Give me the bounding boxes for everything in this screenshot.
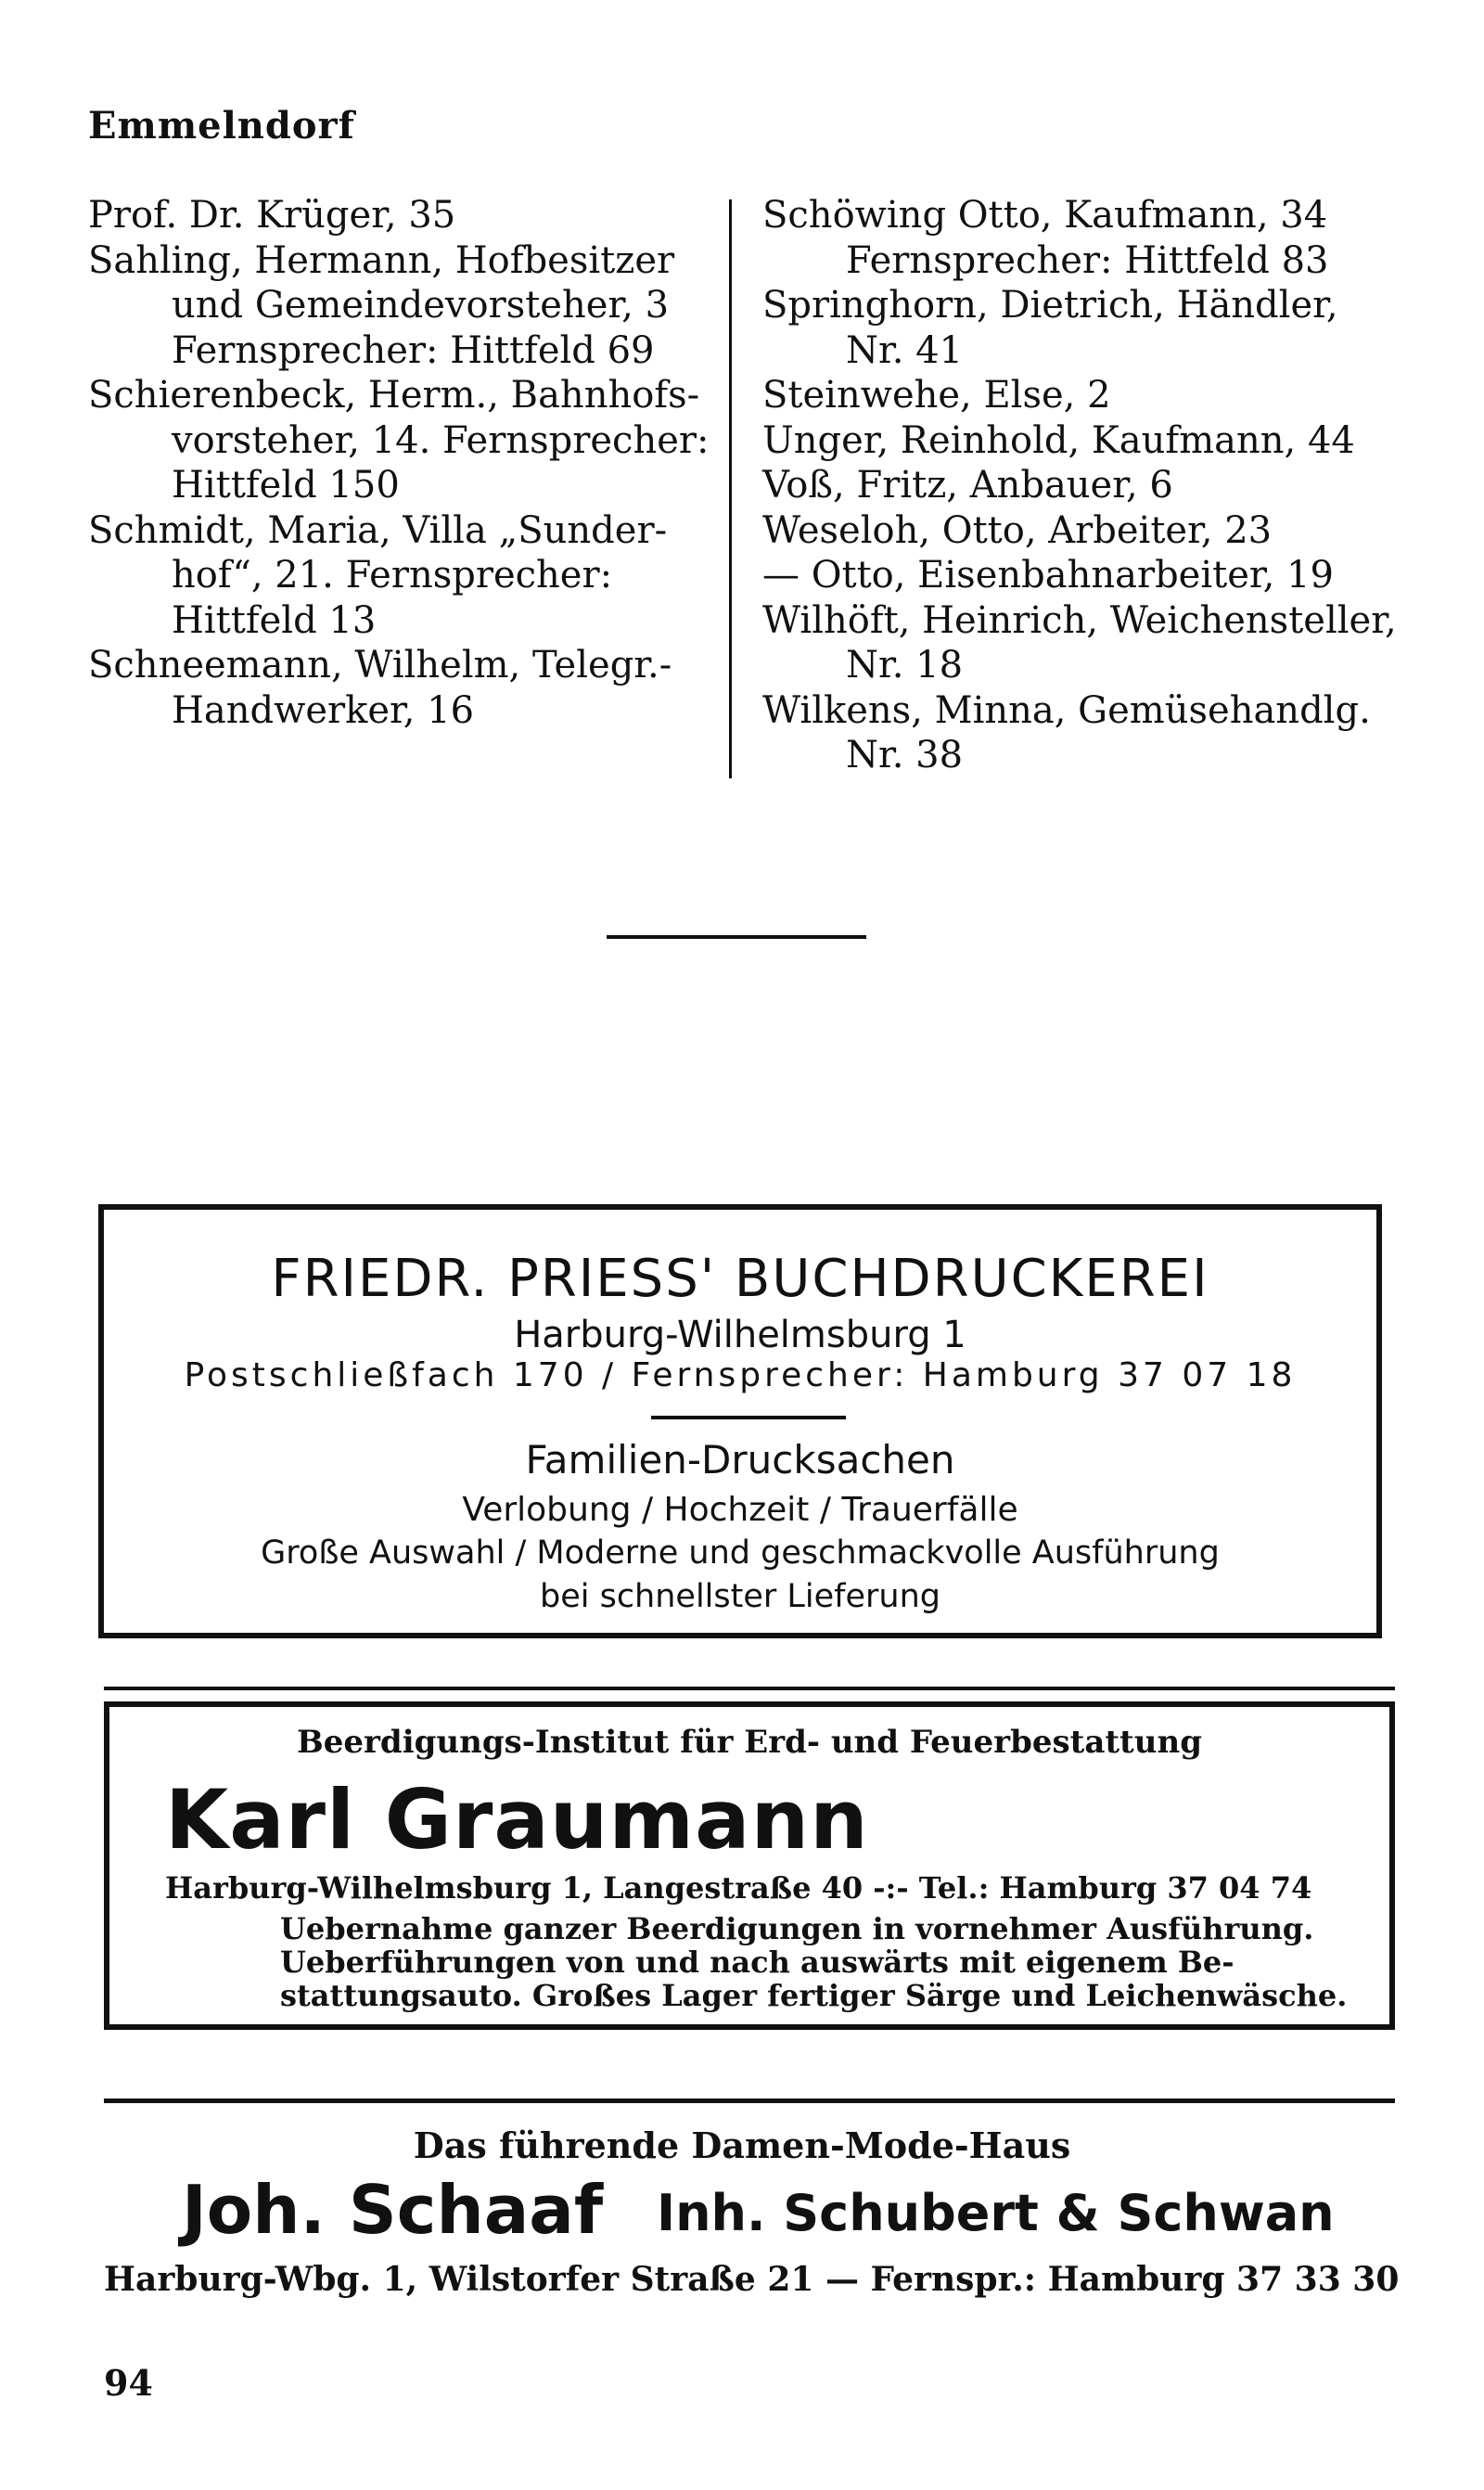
directory-entry [762, 508, 1412, 554]
ad-fashion-brand: Joh. Schaaf [182, 2171, 604, 2249]
entry-first-line: Unger, Reinhold, Kaufmann, 44 [762, 418, 1355, 462]
directory-entry [762, 193, 1412, 283]
entry-first-line: Prof. Dr. Krüger, 35 [88, 194, 456, 237]
directory-entry [88, 373, 728, 508]
ad-funeral-service1: Uebernahme ganzer Beerdigungen in vornehmer Ausführung. [280, 1911, 1314, 1946]
ad-funeral-top-rule [104, 1687, 1395, 1690]
entry-first-line: Schierenbeck, Herm., Bahnhofs- [88, 374, 700, 417]
entry-first-line: Schmidt, Maria, Villa „Sunder- [88, 508, 668, 552]
directory-entry [88, 238, 728, 374]
entry-first-line: Schöwing Otto, Kaufmann, 34 [762, 194, 1328, 237]
directory-entry [88, 193, 728, 238]
entry-continuation-line: Hittfeld 13 [172, 598, 377, 642]
entry-continuation-line: Hittfeld 150 [172, 464, 400, 507]
ad-fashion-heading: Das führende Damen-Mode-Haus [413, 2124, 1071, 2166]
section-rule [607, 935, 866, 939]
ad-printer-line2: Große Auswahl / Moderne und geschmackvolle Ausführung [261, 1534, 1220, 1572]
page-number: 94 [104, 2362, 153, 2404]
ad-printer-rule [651, 1416, 846, 1419]
ad-printer [98, 1204, 1382, 1638]
ad-printer-heading: Familien-Drucksachen [525, 1437, 955, 1482]
entry-continuation-line: Fernsprecher: Hittfeld 83 [846, 238, 1329, 282]
entry-first-line: Steinwehe, Else, 2 [762, 374, 1111, 417]
ad-funeral-name: Karl Graumann [165, 1772, 869, 1868]
ad-printer-company: FRIEDR. PRIESS' BUCHDRUCKEREI [271, 1249, 1209, 1309]
directory-entry [762, 553, 1412, 598]
ad-funeral-address: Harburg-Wilhelmsburg 1, Langestraße 40 -:- Tel.: Hamburg 37 04 74 [165, 1870, 1312, 1906]
entry-continuation-line: Nr. 41 [846, 328, 964, 372]
directory-entry [762, 283, 1412, 373]
directory-entry [762, 598, 1412, 688]
entry-first-line: Schneemann, Wilhelm, Telegr.- [88, 644, 672, 687]
ad-printer-contact: Postschließfach 170 / Fernsprecher: Hamburg 37 07 18 [184, 1356, 1297, 1394]
entry-continuation-line: und Gemeindevorsteher, 3 [172, 284, 670, 327]
entry-first-line: Wilhöft, Heinrich, Weichensteller, [762, 598, 1397, 642]
directory-entry [762, 688, 1412, 778]
ad-printer-line3: bei schnellster Lieferung [539, 1578, 940, 1615]
entry-continuation-line: Nr. 18 [846, 644, 964, 687]
directory-entry [88, 643, 728, 733]
ad-fashion-address: Harburg-Wbg. 1, Wilstorfer Straße 21 — Fernspr.: Hamburg 37 33 30 [104, 2260, 1400, 2299]
entry-continuation-line: vorsteher, 14. Fernsprecher: [172, 418, 710, 462]
directory-entry [762, 463, 1412, 508]
entry-continuation-line: hof“, 21. Fernsprecher: [172, 554, 613, 597]
ad-fashion-rule [104, 2099, 1395, 2103]
directory-entry [762, 418, 1412, 464]
directory-entry [88, 508, 728, 644]
ad-printer-city: Harburg-Wilhelmsburg 1 [514, 1314, 966, 1356]
directory-entry [762, 373, 1412, 418]
entry-first-line: Sahling, Hermann, Hofbesitzer [88, 238, 675, 282]
entry-first-line: Springhorn, Dietrich, Händler, [762, 284, 1338, 327]
ad-fashion-owner: Inh. Schubert & Schwan [657, 2184, 1335, 2242]
entry-continuation-line: Nr. 38 [846, 734, 964, 777]
ad-funeral-service3: stattungsauto. Großes Lager fertiger Särge und Leichenwäsche. [280, 1978, 1348, 2013]
ad-funeral-institute: Beerdigungs-Institut für Erd- und Feuerbestattung [297, 1724, 1202, 1761]
entry-first-line: Weseloh, Otto, Arbeiter, 23 [762, 508, 1273, 552]
entry-continuation-line: Handwerker, 16 [172, 688, 475, 732]
right-column-entries [762, 193, 1412, 778]
entry-continuation-line: Fernsprecher: Hittfeld 69 [172, 328, 655, 372]
ad-funeral [104, 1701, 1395, 2030]
left-column-entries [88, 193, 728, 733]
entry-first-line: — Otto, Eisenbahnarbeiter, 19 [762, 554, 1334, 597]
ad-printer-types: Verlobung / Hochzeit / Trauerfälle [462, 1491, 1018, 1529]
page-header-place: Emmelndorf [88, 104, 355, 148]
entry-first-line: Wilkens, Minna, Gemüsehandlg. [762, 688, 1371, 732]
column-divider [729, 199, 732, 778]
entry-first-line: Voß, Fritz, Anbauer, 6 [762, 464, 1173, 507]
ad-funeral-service2: Ueberführungen von und nach auswärts mit eigenem Be- [280, 1945, 1235, 1980]
